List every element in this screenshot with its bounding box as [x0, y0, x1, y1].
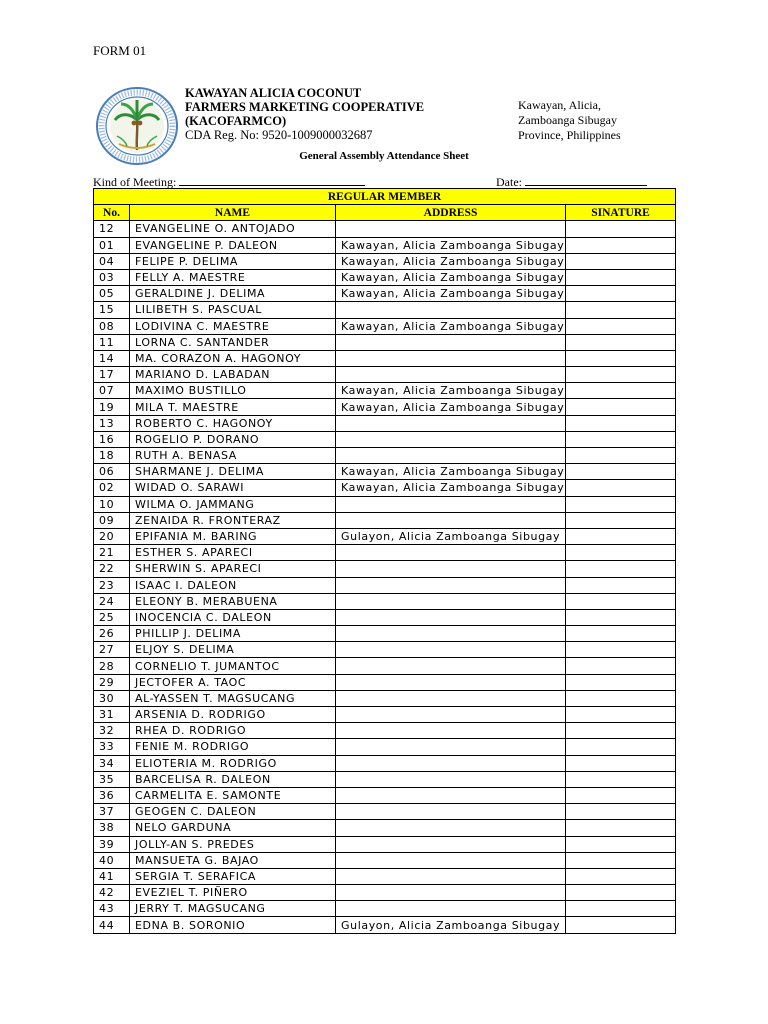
- signature-cell[interactable]: [566, 690, 676, 706]
- member-name: EDNA B. SORONIO: [130, 917, 336, 933]
- member-name: GEOGEN C. DALEON: [130, 804, 336, 820]
- member-name: FELIPE P. DELIMA: [130, 253, 336, 269]
- signature-cell[interactable]: [566, 852, 676, 868]
- member-name: CORNELIO T. JUMANTOC: [130, 658, 336, 674]
- signature-cell[interactable]: [566, 512, 676, 528]
- table-row: [94, 367, 676, 383]
- table-body: [94, 221, 676, 933]
- member-address: Gulayon, Alicia Zamboanga Sibugay: [336, 917, 566, 933]
- member-number: 12: [94, 221, 130, 237]
- signature-cell[interactable]: [566, 545, 676, 561]
- form-number: FORM 01: [93, 43, 147, 58]
- member-number: 02: [94, 480, 130, 496]
- address-line: Province, Philippines: [518, 128, 621, 142]
- member-name: EVEZIEL T. PIÑERO: [130, 885, 336, 901]
- attendance-table: [93, 188, 676, 934]
- member-address: [336, 771, 566, 787]
- member-address: [336, 901, 566, 917]
- member-name: FENIE M. RODRIGO: [130, 739, 336, 755]
- table-row: [94, 755, 676, 771]
- member-name: EPIFANIA M. BARING: [130, 528, 336, 544]
- member-address: [336, 674, 566, 690]
- column-header-signature: SINATURE: [566, 205, 676, 221]
- member-number: 27: [94, 642, 130, 658]
- member-name: BARCELISA R. DALEON: [130, 771, 336, 787]
- member-number: 25: [94, 609, 130, 625]
- table-row: [94, 771, 676, 787]
- member-address: [336, 221, 566, 237]
- signature-cell[interactable]: [566, 302, 676, 318]
- table-row: [94, 448, 676, 464]
- table-row: [94, 852, 676, 868]
- signature-cell[interactable]: [566, 642, 676, 658]
- table-banner-row: [94, 189, 676, 205]
- member-number: 43: [94, 901, 130, 917]
- table-row: [94, 626, 676, 642]
- table-row: [94, 269, 676, 285]
- table-row: [94, 868, 676, 884]
- member-name: SHERWIN S. APARECI: [130, 561, 336, 577]
- member-address: Gulayon, Alicia Zamboanga Sibugay: [336, 528, 566, 544]
- member-name: ELJOY S. DELIMA: [130, 642, 336, 658]
- member-number: 07: [94, 383, 130, 399]
- signature-cell[interactable]: [566, 674, 676, 690]
- signature-cell[interactable]: [566, 383, 676, 399]
- member-number: 30: [94, 690, 130, 706]
- table-row: [94, 642, 676, 658]
- signature-cell[interactable]: [566, 771, 676, 787]
- member-name: GERALDINE J. DELIMA: [130, 286, 336, 302]
- member-number: 36: [94, 787, 130, 803]
- signature-cell[interactable]: [566, 448, 676, 464]
- member-number: 19: [94, 399, 130, 415]
- member-name: LILIBETH S. PASCUAL: [130, 302, 336, 318]
- signature-cell[interactable]: [566, 885, 676, 901]
- member-number: 23: [94, 577, 130, 593]
- member-address: Kawayan, Alicia Zamboanga Sibugay: [336, 464, 566, 480]
- member-number: 35: [94, 771, 130, 787]
- member-name: ZENAIDA R. FRONTERAZ: [130, 512, 336, 528]
- table-row: [94, 690, 676, 706]
- member-name: JOLLY-AN S. PREDES: [130, 836, 336, 852]
- member-address: Kawayan, Alicia Zamboanga Sibugay: [336, 269, 566, 285]
- table-row: [94, 609, 676, 625]
- table-row: [94, 820, 676, 836]
- table-row: [94, 302, 676, 318]
- member-name: ARSENIA D. RODRIGO: [130, 707, 336, 723]
- table-row: [94, 318, 676, 334]
- table-row: [94, 237, 676, 253]
- table-row: [94, 739, 676, 755]
- signature-cell[interactable]: [566, 868, 676, 884]
- member-number: 17: [94, 367, 130, 383]
- table-row: [94, 383, 676, 399]
- member-address: [336, 545, 566, 561]
- org-name-line1: KAWAYAN ALICIA COCONUT: [185, 86, 362, 100]
- table-row: [94, 658, 676, 674]
- member-name: WILMA O. JAMMANG: [130, 496, 336, 512]
- address-line: Kawayan, Alicia,: [518, 98, 601, 112]
- member-number: 24: [94, 593, 130, 609]
- table-row: [94, 496, 676, 512]
- member-name: FELLY A. MAESTRE: [130, 269, 336, 285]
- table-row: [94, 399, 676, 415]
- member-address: [336, 302, 566, 318]
- member-address: [336, 496, 566, 512]
- member-address: [336, 350, 566, 366]
- table-row: [94, 221, 676, 237]
- member-name: ISAAC I. DALEON: [130, 577, 336, 593]
- signature-cell[interactable]: [566, 901, 676, 917]
- signature-cell[interactable]: [566, 755, 676, 771]
- column-header-address: ADDRESS: [336, 205, 566, 221]
- table-row: [94, 917, 676, 933]
- member-number: 21: [94, 545, 130, 561]
- table-row: [94, 885, 676, 901]
- table-row: [94, 334, 676, 350]
- table-row: [94, 415, 676, 431]
- signature-cell[interactable]: [566, 464, 676, 480]
- member-address: [336, 512, 566, 528]
- table-row: [94, 286, 676, 302]
- member-address: Kawayan, Alicia Zamboanga Sibugay: [336, 318, 566, 334]
- member-name: EVANGELINE P. DALEON: [130, 237, 336, 253]
- signature-cell[interactable]: [566, 658, 676, 674]
- signature-cell[interactable]: [566, 820, 676, 836]
- signature-cell[interactable]: [566, 707, 676, 723]
- member-number: 31: [94, 707, 130, 723]
- member-number: 09: [94, 512, 130, 528]
- signature-cell[interactable]: [566, 577, 676, 593]
- org-address: [518, 98, 621, 143]
- signature-cell[interactable]: [566, 723, 676, 739]
- signature-cell[interactable]: [566, 739, 676, 755]
- signature-cell[interactable]: [566, 367, 676, 383]
- member-name: CARMELITA E. SAMONTE: [130, 787, 336, 803]
- table-row: [94, 901, 676, 917]
- signature-cell[interactable]: [566, 496, 676, 512]
- signature-cell[interactable]: [566, 431, 676, 447]
- member-name: MA. CORAZON A. HAGONOY: [130, 350, 336, 366]
- member-number: 28: [94, 658, 130, 674]
- member-number: 01: [94, 237, 130, 253]
- meeting-blank-line[interactable]: [179, 175, 365, 186]
- member-address: [336, 868, 566, 884]
- member-name: RUTH A. BENASA: [130, 448, 336, 464]
- member-number: 42: [94, 885, 130, 901]
- column-header-name: NAME: [130, 205, 336, 221]
- member-number: 14: [94, 350, 130, 366]
- table-row: [94, 431, 676, 447]
- table-row: [94, 253, 676, 269]
- table-row: [94, 545, 676, 561]
- member-address: [336, 334, 566, 350]
- member-number: 37: [94, 804, 130, 820]
- table-row: [94, 512, 676, 528]
- signature-cell[interactable]: [566, 269, 676, 285]
- signature-cell[interactable]: [566, 836, 676, 852]
- member-number: 34: [94, 755, 130, 771]
- table-row: [94, 577, 676, 593]
- member-name: SERGIA T. SERAFICA: [130, 868, 336, 884]
- member-address: [336, 431, 566, 447]
- table-row: [94, 593, 676, 609]
- member-address: [336, 642, 566, 658]
- member-address: [336, 787, 566, 803]
- member-number: 03: [94, 269, 130, 285]
- member-address: [336, 593, 566, 609]
- member-address: [336, 448, 566, 464]
- member-name: LODIVINA C. MAESTRE: [130, 318, 336, 334]
- member-address: [336, 852, 566, 868]
- table-row: [94, 836, 676, 852]
- signature-cell[interactable]: [566, 804, 676, 820]
- member-address: [336, 658, 566, 674]
- member-number: 26: [94, 626, 130, 642]
- table-row: [94, 804, 676, 820]
- signature-cell[interactable]: [566, 350, 676, 366]
- table-row: [94, 464, 676, 480]
- member-number: 39: [94, 836, 130, 852]
- member-name: MILA T. MAESTRE: [130, 399, 336, 415]
- signature-cell[interactable]: [566, 593, 676, 609]
- member-address: [336, 739, 566, 755]
- meeting-label: Kind of Meeting:: [93, 175, 177, 189]
- member-number: 20: [94, 528, 130, 544]
- member-address: Kawayan, Alicia Zamboanga Sibugay: [336, 383, 566, 399]
- member-number: 22: [94, 561, 130, 577]
- member-address: [336, 415, 566, 431]
- member-name: JECTOFER A. TAOC: [130, 674, 336, 690]
- table-header-row: [94, 205, 676, 221]
- member-address: [336, 626, 566, 642]
- address-line: Zamboanga Sibugay: [518, 113, 617, 127]
- signature-cell[interactable]: [566, 626, 676, 642]
- signature-cell[interactable]: [566, 221, 676, 237]
- member-address: [336, 755, 566, 771]
- member-number: 06: [94, 464, 130, 480]
- table-row: [94, 674, 676, 690]
- sheet-title: General Assembly Attendance Sheet: [299, 150, 469, 162]
- org-name-line2: FARMERS MARKETING COOPERATIVE: [185, 100, 425, 114]
- table-banner: REGULAR MEMBER: [94, 189, 676, 205]
- member-name: ROBERTO C. HAGONOY: [130, 415, 336, 431]
- signature-cell[interactable]: [566, 787, 676, 803]
- member-address: Kawayan, Alicia Zamboanga Sibugay: [336, 286, 566, 302]
- signature-cell[interactable]: [566, 286, 676, 302]
- member-address: [336, 577, 566, 593]
- signature-cell[interactable]: [566, 528, 676, 544]
- date-blank-line[interactable]: [525, 175, 647, 186]
- member-address: [336, 707, 566, 723]
- member-number: 29: [94, 674, 130, 690]
- member-name: RHEA D. RODRIGO: [130, 723, 336, 739]
- member-name: NELO GARDUNA: [130, 820, 336, 836]
- member-number: 11: [94, 334, 130, 350]
- member-number: 15: [94, 302, 130, 318]
- member-number: 05: [94, 286, 130, 302]
- member-name: PHILLIP J. DELIMA: [130, 626, 336, 642]
- signature-cell[interactable]: [566, 480, 676, 496]
- member-name: ELEONY B. MERABUENA: [130, 593, 336, 609]
- member-address: [336, 690, 566, 706]
- table-row: [94, 528, 676, 544]
- table-row: [94, 480, 676, 496]
- member-address: Kawayan, Alicia Zamboanga Sibugay: [336, 253, 566, 269]
- member-number: 38: [94, 820, 130, 836]
- table-row: [94, 787, 676, 803]
- member-address: [336, 804, 566, 820]
- member-address: [336, 820, 566, 836]
- member-name: ELIOTERIA M. RODRIGO: [130, 755, 336, 771]
- org-acronym: (KACOFARMCO): [185, 114, 287, 128]
- table-row: [94, 561, 676, 577]
- member-name: ESTHER S. APARECI: [130, 545, 336, 561]
- member-address: [336, 885, 566, 901]
- member-address: Kawayan, Alicia Zamboanga Sibugay: [336, 480, 566, 496]
- member-address: [336, 367, 566, 383]
- signature-cell[interactable]: [566, 917, 676, 933]
- member-number: 41: [94, 868, 130, 884]
- member-name: MAXIMO BUSTILLO: [130, 383, 336, 399]
- member-name: JERRY T. MAGSUCANG: [130, 901, 336, 917]
- member-address: [336, 836, 566, 852]
- signature-cell[interactable]: [566, 253, 676, 269]
- member-name: INOCENCIA C. DALEON: [130, 609, 336, 625]
- member-address: Kawayan, Alicia Zamboanga Sibugay: [336, 399, 566, 415]
- date-label: Date:: [496, 175, 522, 189]
- member-name: SHARMANE J. DELIMA: [130, 464, 336, 480]
- organization-header: [185, 86, 424, 142]
- member-number: 18: [94, 448, 130, 464]
- member-number: 40: [94, 852, 130, 868]
- member-name: LORNA C. SANTANDER: [130, 334, 336, 350]
- member-number: 10: [94, 496, 130, 512]
- signature-cell[interactable]: [566, 399, 676, 415]
- member-name: MANSUETA G. BAJAO: [130, 852, 336, 868]
- member-address: [336, 561, 566, 577]
- member-name: ROGELIO P. DORANO: [130, 431, 336, 447]
- member-name: WIDAD O. SARAWI: [130, 480, 336, 496]
- signature-cell[interactable]: [566, 561, 676, 577]
- table-row: [94, 723, 676, 739]
- member-name: AL-YASSEN T. MAGSUCANG: [130, 690, 336, 706]
- cda-registration: CDA Reg. No: 9520-1009000032687: [185, 128, 373, 142]
- column-header-no: No.: [94, 205, 130, 221]
- member-address: [336, 723, 566, 739]
- member-address: Kawayan, Alicia Zamboanga Sibugay: [336, 237, 566, 253]
- signature-cell[interactable]: [566, 334, 676, 350]
- member-number: 44: [94, 917, 130, 933]
- signature-cell[interactable]: [566, 237, 676, 253]
- signature-cell[interactable]: [566, 415, 676, 431]
- member-number: 32: [94, 723, 130, 739]
- signature-cell[interactable]: [566, 609, 676, 625]
- table-row: [94, 707, 676, 723]
- member-number: 08: [94, 318, 130, 334]
- member-name: MARIANO D. LABADAN: [130, 367, 336, 383]
- member-number: 33: [94, 739, 130, 755]
- member-number: 04: [94, 253, 130, 269]
- signature-cell[interactable]: [566, 318, 676, 334]
- table-row: [94, 350, 676, 366]
- member-number: 13: [94, 415, 130, 431]
- member-number: 16: [94, 431, 130, 447]
- member-name: EVANGELINE O. ANTOJADO: [130, 221, 336, 237]
- member-address: [336, 609, 566, 625]
